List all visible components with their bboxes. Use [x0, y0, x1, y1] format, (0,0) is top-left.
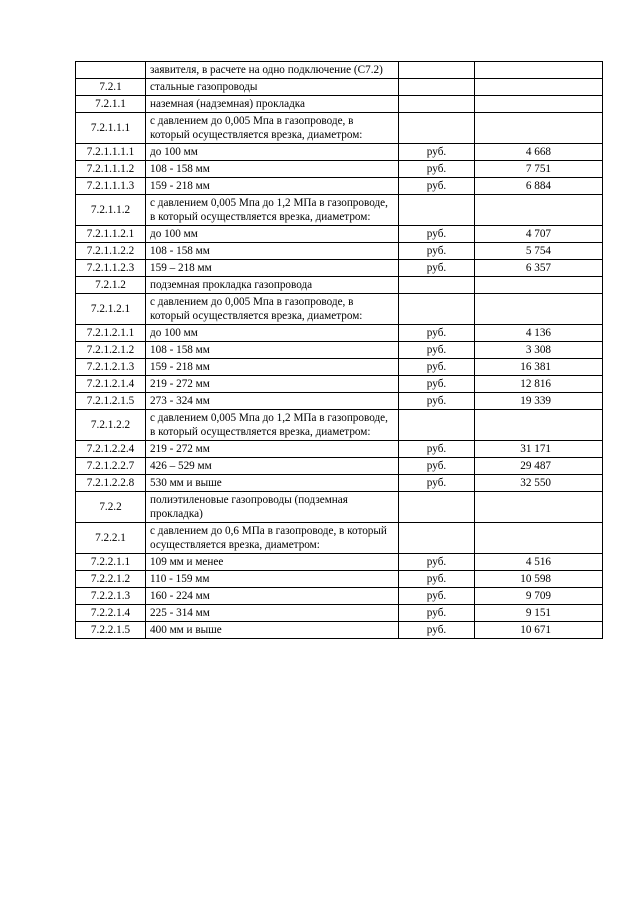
cell-name: 219 - 272 мм — [146, 376, 399, 393]
cell-name: 108 - 158 мм — [146, 342, 399, 359]
cell-code: 7.2.1.2.2.4 — [76, 441, 146, 458]
cell-code: 7.2.2 — [76, 492, 146, 523]
cell-name: 400 мм и выше — [146, 622, 399, 639]
cell-unit — [399, 410, 475, 441]
cell-price — [475, 62, 603, 79]
tariff-table-body — [76, 62, 603, 639]
cell-unit: руб. — [399, 342, 475, 359]
cell-unit: руб. — [399, 243, 475, 260]
cell-code: 7.2.1.1.1.2 — [76, 161, 146, 178]
cell-unit: руб. — [399, 554, 475, 571]
cell-name: 219 - 272 мм — [146, 441, 399, 458]
cell-price: 4 707 — [475, 226, 603, 243]
cell-price: 12 816 — [475, 376, 603, 393]
table-row — [76, 410, 603, 441]
cell-name: 530 мм и выше — [146, 475, 399, 492]
cell-price — [475, 79, 603, 96]
table-row — [76, 475, 603, 492]
cell-price: 32 550 — [475, 475, 603, 492]
cell-name: с давлением до 0,005 Мпа в газопроводе, в который осуществляется врезка, диаметром: — [146, 113, 399, 144]
cell-price: 4 668 — [475, 144, 603, 161]
table-row — [76, 113, 603, 144]
cell-unit — [399, 195, 475, 226]
cell-unit — [399, 79, 475, 96]
cell-unit: руб. — [399, 588, 475, 605]
cell-code: 7.2.2.1.5 — [76, 622, 146, 639]
cell-unit: руб. — [399, 458, 475, 475]
cell-name: с давлением до 0,005 Мпа в газопроводе, в который осуществляется врезка, диаметром: — [146, 294, 399, 325]
cell-name: 426 – 529 мм — [146, 458, 399, 475]
cell-unit: руб. — [399, 161, 475, 178]
cell-unit — [399, 62, 475, 79]
cell-code: 7.2.2.1.2 — [76, 571, 146, 588]
table-row — [76, 571, 603, 588]
cell-name: с давлением 0,005 Мпа до 1,2 МПа в газопроводе, в который осуществляется врезка, диаметром: — [146, 195, 399, 226]
cell-unit: руб. — [399, 260, 475, 277]
cell-code: 7.2.1.2.1.5 — [76, 393, 146, 410]
table-row — [76, 376, 603, 393]
cell-price — [475, 523, 603, 554]
table-row — [76, 178, 603, 195]
cell-unit: руб. — [399, 393, 475, 410]
cell-price: 19 339 — [475, 393, 603, 410]
table-row — [76, 161, 603, 178]
cell-name: до 100 мм — [146, 226, 399, 243]
cell-unit: руб. — [399, 622, 475, 639]
cell-code — [76, 62, 146, 79]
cell-code: 7.2.1.1.2.3 — [76, 260, 146, 277]
cell-code: 7.2.2.1.1 — [76, 554, 146, 571]
cell-code: 7.2.1.2.1.3 — [76, 359, 146, 376]
cell-name: с давлением до 0,6 МПа в газопроводе, в который осуществляется врезка, диаметром: — [146, 523, 399, 554]
cell-name: 159 – 218 мм — [146, 260, 399, 277]
table-row — [76, 605, 603, 622]
cell-name: 108 - 158 мм — [146, 161, 399, 178]
cell-unit — [399, 492, 475, 523]
table-row — [76, 325, 603, 342]
cell-code: 7.2.1.1.2.2 — [76, 243, 146, 260]
cell-price: 9 709 — [475, 588, 603, 605]
cell-unit: руб. — [399, 605, 475, 622]
cell-unit — [399, 523, 475, 554]
cell-price: 3 308 — [475, 342, 603, 359]
cell-name: 109 мм и менее — [146, 554, 399, 571]
cell-code: 7.2.2.1 — [76, 523, 146, 554]
cell-price — [475, 96, 603, 113]
table-row — [76, 260, 603, 277]
cell-unit — [399, 277, 475, 294]
cell-name: 273 - 324 мм — [146, 393, 399, 410]
cell-name: 110 - 159 мм — [146, 571, 399, 588]
cell-price — [475, 294, 603, 325]
table-row — [76, 243, 603, 260]
cell-code: 7.2.1.2.2 — [76, 410, 146, 441]
table-row — [76, 359, 603, 376]
table-row — [76, 393, 603, 410]
cell-unit: руб. — [399, 571, 475, 588]
table-row — [76, 588, 603, 605]
cell-price — [475, 195, 603, 226]
cell-code: 7.2.1.2.2.8 — [76, 475, 146, 492]
cell-price: 9 151 — [475, 605, 603, 622]
cell-price: 4 516 — [475, 554, 603, 571]
cell-price — [475, 492, 603, 523]
cell-price: 6 357 — [475, 260, 603, 277]
cell-code: 7.2.1.1.1.1 — [76, 144, 146, 161]
cell-code: 7.2.1.2.1.4 — [76, 376, 146, 393]
cell-price: 7 751 — [475, 161, 603, 178]
cell-code: 7.2.1.2.1 — [76, 294, 146, 325]
cell-code: 7.2.1.1.1.3 — [76, 178, 146, 195]
cell-code: 7.2.1.1 — [76, 96, 146, 113]
cell-name: 159 - 218 мм — [146, 178, 399, 195]
cell-name: полиэтиленовые газопроводы (подземная прокладка) — [146, 492, 399, 523]
cell-unit: руб. — [399, 178, 475, 195]
cell-code: 7.2.1.2 — [76, 277, 146, 294]
table-row — [76, 342, 603, 359]
cell-unit — [399, 96, 475, 113]
cell-code: 7.2.1 — [76, 79, 146, 96]
cell-code: 7.2.1.2.1.2 — [76, 342, 146, 359]
cell-name: 225 - 314 мм — [146, 605, 399, 622]
cell-code: 7.2.1.2.2.7 — [76, 458, 146, 475]
table-row — [76, 144, 603, 161]
cell-name: до 100 мм — [146, 325, 399, 342]
table-row — [76, 96, 603, 113]
cell-unit: руб. — [399, 144, 475, 161]
cell-price: 29 487 — [475, 458, 603, 475]
cell-unit: руб. — [399, 325, 475, 342]
cell-name: стальные газопроводы — [146, 79, 399, 96]
table-row — [76, 458, 603, 475]
cell-unit: руб. — [399, 376, 475, 393]
cell-unit: руб. — [399, 475, 475, 492]
table-row — [76, 294, 603, 325]
cell-unit: руб. — [399, 441, 475, 458]
cell-code: 7.2.1.1.1 — [76, 113, 146, 144]
cell-code: 7.2.2.1.3 — [76, 588, 146, 605]
cell-name: наземная (надземная) прокладка — [146, 96, 399, 113]
cell-name: 160 - 224 мм — [146, 588, 399, 605]
table-row — [76, 441, 603, 458]
cell-code: 7.2.2.1.4 — [76, 605, 146, 622]
table-row — [76, 492, 603, 523]
table-row — [76, 226, 603, 243]
cell-name: с давлением 0,005 Мпа до 1,2 МПа в газопроводе, в который осуществляется врезка, диаметром: — [146, 410, 399, 441]
cell-price: 31 171 — [475, 441, 603, 458]
cell-unit — [399, 113, 475, 144]
table-row — [76, 277, 603, 294]
cell-code: 7.2.1.1.2.1 — [76, 226, 146, 243]
tariff-table — [75, 61, 603, 639]
cell-unit: руб. — [399, 359, 475, 376]
cell-name: заявителя, в расчете на одно подключение (С7.2) — [146, 62, 399, 79]
cell-name: до 100 мм — [146, 144, 399, 161]
cell-name: 108 - 158 мм — [146, 243, 399, 260]
cell-unit: руб. — [399, 226, 475, 243]
table-row — [76, 62, 603, 79]
cell-name: 159 - 218 мм — [146, 359, 399, 376]
cell-price: 10 598 — [475, 571, 603, 588]
cell-price — [475, 277, 603, 294]
cell-price — [475, 113, 603, 144]
cell-price: 16 381 — [475, 359, 603, 376]
cell-price — [475, 410, 603, 441]
cell-code: 7.2.1.1.2 — [76, 195, 146, 226]
cell-price: 4 136 — [475, 325, 603, 342]
cell-name: подземная прокладка газопровода — [146, 277, 399, 294]
table-row — [76, 622, 603, 639]
cell-price: 5 754 — [475, 243, 603, 260]
cell-price: 10 671 — [475, 622, 603, 639]
table-row — [76, 195, 603, 226]
table-row — [76, 554, 603, 571]
cell-unit — [399, 294, 475, 325]
table-row — [76, 79, 603, 96]
table-row — [76, 523, 603, 554]
cell-price: 6 884 — [475, 178, 603, 195]
cell-code: 7.2.1.2.1.1 — [76, 325, 146, 342]
